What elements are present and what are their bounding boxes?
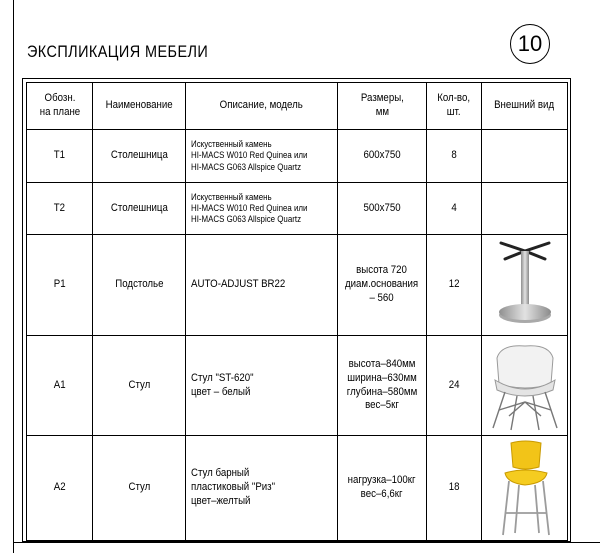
table-row [27,235,568,336]
cell-description: AUTO-ADJUST BR22 [186,235,338,336]
cell-name: Столешница [93,130,186,183]
cell-code: P1 [27,235,93,336]
cell-size: 500x750 [338,183,427,235]
cell-description: Стул "ST-620" цвет – белый [186,336,338,436]
white-chair-icon [487,340,563,432]
header-name: Наименование [93,83,186,130]
cell-name: Подстолье [93,235,186,336]
sheet-number-badge [510,24,550,64]
table-row [27,336,568,436]
cell-qty: 8 [427,130,482,183]
table-row [27,436,568,541]
furniture-spec-table [26,82,568,541]
cell-size: нагрузка–100кг вес–6,6кг [338,436,427,541]
sheet-number: 10 [517,31,543,56]
cell-size: 600x750 [338,130,427,183]
cell-code: A2 [27,436,93,541]
cell-name: Стул [93,336,186,436]
cell-name: Столешница [93,183,186,235]
cell-code: A1 [27,336,93,436]
sheet-frame-bottom [13,542,600,543]
cell-qty: 12 [427,235,482,336]
page-title: ЭКСПЛИКАЦИЯ МЕБЕЛИ [27,42,209,61]
cell-view [482,130,568,183]
table-row [27,130,568,183]
cell-view [482,235,568,336]
table-row [27,183,568,235]
cell-code: T2 [27,183,93,235]
cell-qty: 18 [427,436,482,541]
cell-description: Стул барный пластиковый "Риз" цвет–желтый [186,436,338,541]
header-size: Размеры, мм [338,83,427,130]
cell-code: T1 [27,130,93,183]
cell-view [482,336,568,436]
cell-size: высота–840мм ширина–630мм глубина–580мм вес–5кг [338,336,427,436]
cell-size: высота 720 диам.основания – 560 [338,235,427,336]
cell-qty: 24 [427,336,482,436]
cell-name: Стул [93,436,186,541]
header-code: Обозн. на плане [27,83,93,130]
cell-qty: 4 [427,183,482,235]
header-qty: Кол-во, шт. [427,83,482,130]
table-base-icon [495,239,555,331]
cell-view [482,436,568,541]
table-header-row [27,83,568,130]
sheet-frame-left [13,0,14,553]
cell-description: Искуственный камень HI-MACS W010 Red Quinea или HI-MACS G063 Allspice Quartz [186,183,338,235]
header-description: Описание, модель [186,83,338,130]
cell-view [482,183,568,235]
cell-description: Искуственный камень HI-MACS W010 Red Quinea или HI-MACS G063 Allspice Quartz [186,130,338,183]
header-view: Внешний вид [482,83,568,130]
yellow-bar-stool-icon [493,439,557,537]
